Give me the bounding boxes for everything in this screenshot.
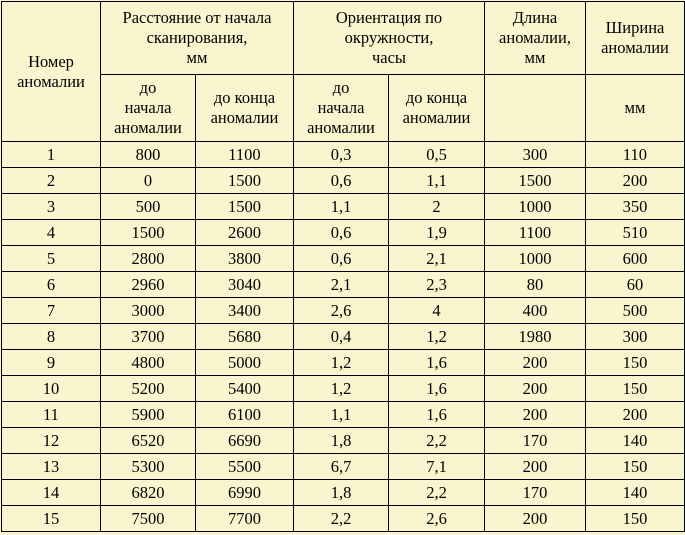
cell-distance-start: 3700 <box>101 324 196 350</box>
cell-orientation-start: 1,1 <box>294 402 389 428</box>
cell-orientation-start: 2,2 <box>294 506 389 532</box>
cell-orientation-start: 6,7 <box>294 454 389 480</box>
cell-length: 170 <box>485 480 586 506</box>
cell-distance-end: 6990 <box>196 480 294 506</box>
table-row <box>2 376 685 402</box>
table-row <box>2 168 685 194</box>
cell-distance-end: 1100 <box>196 142 294 168</box>
subheader-orientation-start: до начала аномалии <box>294 75 389 142</box>
cell-orientation-start: 0,6 <box>294 168 389 194</box>
cell-orientation-end: 1,6 <box>389 402 485 428</box>
table-row <box>2 350 685 376</box>
cell-orientation-end: 7,1 <box>389 454 485 480</box>
table-row <box>2 506 685 532</box>
cell-number: 5 <box>2 246 101 272</box>
cell-distance-start: 2960 <box>101 272 196 298</box>
cell-length: 200 <box>485 454 586 480</box>
cell-distance-start: 0 <box>101 168 196 194</box>
cell-orientation-start: 0,6 <box>294 246 389 272</box>
cell-distance-end: 5500 <box>196 454 294 480</box>
cell-length: 200 <box>485 506 586 532</box>
cell-width: 300 <box>586 324 685 350</box>
cell-distance-start: 6520 <box>101 428 196 454</box>
cell-number: 11 <box>2 402 101 428</box>
cell-orientation-start: 1,8 <box>294 428 389 454</box>
table-row <box>2 246 685 272</box>
subheader-width-unit: мм <box>586 75 685 142</box>
cell-orientation-end: 0,5 <box>389 142 485 168</box>
cell-width: 110 <box>586 142 685 168</box>
cell-length: 1000 <box>485 194 586 220</box>
cell-length: 200 <box>485 350 586 376</box>
cell-distance-start: 5200 <box>101 376 196 402</box>
cell-orientation-start: 1,8 <box>294 480 389 506</box>
cell-number: 3 <box>2 194 101 220</box>
cell-number: 13 <box>2 454 101 480</box>
anomalies-table <box>1 1 685 532</box>
subheader-distance-end: до конца аномалии <box>196 75 294 142</box>
header-row <box>2 2 685 75</box>
header-distance: Расстояние от начала сканирования, мм <box>101 2 294 75</box>
cell-orientation-end: 2,6 <box>389 506 485 532</box>
cell-length: 80 <box>485 272 586 298</box>
cell-distance-start: 6820 <box>101 480 196 506</box>
cell-number: 4 <box>2 220 101 246</box>
cell-distance-end: 3400 <box>196 298 294 324</box>
cell-orientation-start: 1,2 <box>294 376 389 402</box>
cell-width: 150 <box>586 350 685 376</box>
cell-width: 350 <box>586 194 685 220</box>
cell-orientation-end: 2 <box>389 194 485 220</box>
cell-width: 60 <box>586 272 685 298</box>
cell-orientation-start: 0,4 <box>294 324 389 350</box>
table-row <box>2 194 685 220</box>
cell-width: 140 <box>586 480 685 506</box>
cell-width: 200 <box>586 168 685 194</box>
cell-distance-end: 3800 <box>196 246 294 272</box>
cell-orientation-end: 1,9 <box>389 220 485 246</box>
table-row <box>2 272 685 298</box>
cell-number: 10 <box>2 376 101 402</box>
cell-orientation-end: 2,3 <box>389 272 485 298</box>
subheader-row <box>2 75 685 142</box>
cell-width: 150 <box>586 454 685 480</box>
header-anomaly-number: Номер аномалии <box>2 2 101 142</box>
cell-width: 140 <box>586 428 685 454</box>
cell-orientation-end: 2,1 <box>389 246 485 272</box>
cell-length: 1100 <box>485 220 586 246</box>
cell-distance-end: 2600 <box>196 220 294 246</box>
cell-distance-start: 2800 <box>101 246 196 272</box>
cell-length: 300 <box>485 142 586 168</box>
cell-length: 170 <box>485 428 586 454</box>
cell-orientation-end: 1,2 <box>389 324 485 350</box>
table-row <box>2 402 685 428</box>
cell-number: 15 <box>2 506 101 532</box>
table-row <box>2 428 685 454</box>
cell-orientation-end: 4 <box>389 298 485 324</box>
cell-orientation-start: 0,6 <box>294 220 389 246</box>
cell-orientation-end: 2,2 <box>389 428 485 454</box>
cell-distance-end: 6690 <box>196 428 294 454</box>
cell-distance-start: 500 <box>101 194 196 220</box>
cell-number: 6 <box>2 272 101 298</box>
cell-distance-start: 800 <box>101 142 196 168</box>
cell-distance-end: 1500 <box>196 194 294 220</box>
cell-distance-start: 5300 <box>101 454 196 480</box>
cell-width: 600 <box>586 246 685 272</box>
table-row <box>2 454 685 480</box>
cell-distance-end: 1500 <box>196 168 294 194</box>
cell-distance-end: 7700 <box>196 506 294 532</box>
subheader-distance-start: до начала аномалии <box>101 75 196 142</box>
cell-orientation-end: 1,6 <box>389 350 485 376</box>
header-orientation: Ориентация по окружности, часы <box>294 2 485 75</box>
cell-number: 2 <box>2 168 101 194</box>
cell-orientation-start: 2,1 <box>294 272 389 298</box>
header-width: Ширина аномалии <box>586 2 685 75</box>
cell-distance-end: 5000 <box>196 350 294 376</box>
cell-number: 12 <box>2 428 101 454</box>
cell-number: 7 <box>2 298 101 324</box>
cell-length: 400 <box>485 298 586 324</box>
cell-distance-start: 1500 <box>101 220 196 246</box>
cell-distance-start: 4800 <box>101 350 196 376</box>
cell-orientation-end: 1,6 <box>389 376 485 402</box>
cell-number: 9 <box>2 350 101 376</box>
cell-width: 500 <box>586 298 685 324</box>
cell-distance-end: 6100 <box>196 402 294 428</box>
cell-orientation-end: 1,1 <box>389 168 485 194</box>
cell-width: 150 <box>586 376 685 402</box>
cell-distance-start: 3000 <box>101 298 196 324</box>
cell-number: 1 <box>2 142 101 168</box>
cell-orientation-start: 2,6 <box>294 298 389 324</box>
subheader-length <box>485 75 586 142</box>
cell-orientation-start: 1,2 <box>294 350 389 376</box>
cell-length: 200 <box>485 376 586 402</box>
table-row <box>2 480 685 506</box>
cell-width: 200 <box>586 402 685 428</box>
table-row <box>2 142 685 168</box>
subheader-orientation-end: до конца аномалии <box>389 75 485 142</box>
header-length: Длина аномалии, мм <box>485 2 586 75</box>
cell-distance-end: 3040 <box>196 272 294 298</box>
cell-length: 1000 <box>485 246 586 272</box>
table-row <box>2 220 685 246</box>
cell-distance-end: 5400 <box>196 376 294 402</box>
cell-distance-start: 5900 <box>101 402 196 428</box>
cell-length: 200 <box>485 402 586 428</box>
table-row <box>2 298 685 324</box>
cell-number: 8 <box>2 324 101 350</box>
cell-number: 14 <box>2 480 101 506</box>
cell-orientation-start: 0,3 <box>294 142 389 168</box>
table-row <box>2 324 685 350</box>
cell-distance-start: 7500 <box>101 506 196 532</box>
cell-width: 150 <box>586 506 685 532</box>
cell-length: 1500 <box>485 168 586 194</box>
cell-distance-end: 5680 <box>196 324 294 350</box>
cell-orientation-end: 2,2 <box>389 480 485 506</box>
cell-orientation-start: 1,1 <box>294 194 389 220</box>
cell-width: 510 <box>586 220 685 246</box>
cell-length: 1980 <box>485 324 586 350</box>
